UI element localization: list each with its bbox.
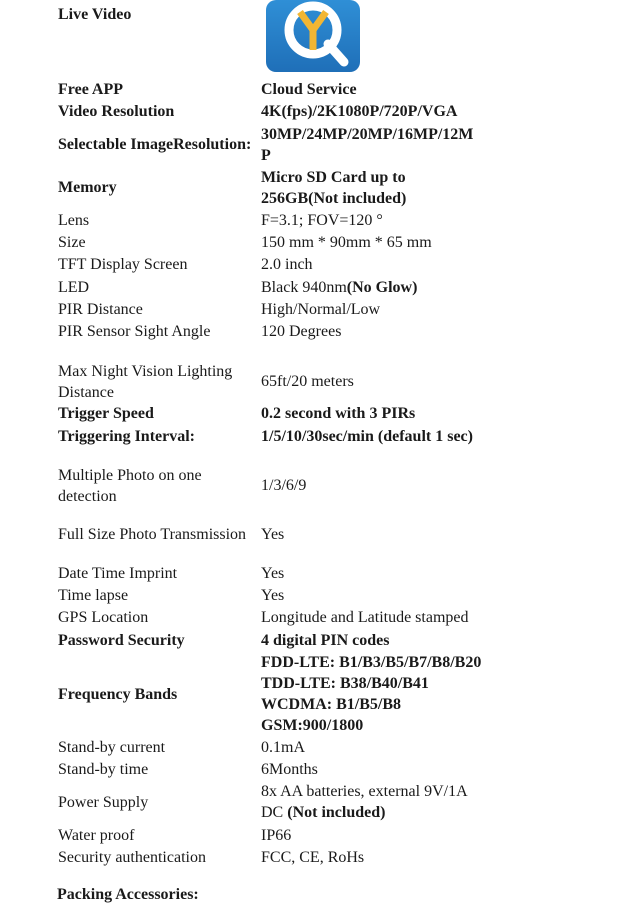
spec-label-led: LED bbox=[58, 279, 90, 296]
spec-value-multiple-photo: 1/3/6/9 bbox=[261, 477, 307, 494]
yq-app-logo bbox=[266, 0, 360, 72]
spec-value-bold-suffix: (Not included) bbox=[287, 804, 386, 821]
spec-value-line: FDD-LTE: B1/B3/B5/B7/B8/B20 bbox=[261, 654, 482, 671]
spec-value-tft-display: 2.0 inch bbox=[261, 256, 313, 273]
spec-label-frequency-bands: Frequency Bands bbox=[58, 686, 178, 703]
spec-value-memory bbox=[261, 167, 501, 209]
spec-label-lens: Lens bbox=[58, 212, 90, 229]
spec-value-text: Black 940nm bbox=[261, 279, 347, 296]
spec-value-standby-current: 0.1mA bbox=[261, 739, 305, 756]
spec-label-free-app: Free APP bbox=[58, 81, 124, 98]
spec-value-lens: F=3.1; FOV=120 ° bbox=[261, 212, 383, 229]
spec-value-bold-suffix: (No Glow) bbox=[346, 279, 418, 296]
spec-value-line: 8x AA batteries, external 9V/1A bbox=[261, 783, 468, 800]
packing-accessories-heading: Packing Accessories: bbox=[57, 886, 199, 903]
spec-value-time-lapse: Yes bbox=[261, 587, 285, 604]
spec-value-led bbox=[261, 277, 501, 298]
spec-value-power-supply bbox=[261, 781, 561, 823]
spec-label-gps: GPS Location bbox=[58, 609, 149, 626]
spec-label-security-auth: Security authentication bbox=[58, 849, 206, 866]
spec-value-standby-time: 6Months bbox=[261, 761, 318, 778]
spec-value-pir-angle: 120 Degrees bbox=[261, 323, 342, 340]
spec-value-full-size-photo: Yes bbox=[261, 526, 285, 543]
spec-value-security-auth: FCC, CE, RoHs bbox=[261, 849, 365, 866]
spec-value-password: 4 digital PIN codes bbox=[261, 632, 390, 649]
spec-label-pir-angle: PIR Sensor Sight Angle bbox=[58, 323, 211, 340]
spec-label-standby-time: Stand-by time bbox=[58, 761, 149, 778]
spec-label-water-proof: Water proof bbox=[58, 827, 135, 844]
spec-label-video-resolution: Video Resolution bbox=[58, 103, 175, 120]
spec-value-date-time: Yes bbox=[261, 565, 285, 582]
spec-value-water-proof: IP66 bbox=[261, 827, 292, 844]
spec-value-line: 30MP/24MP/20MP/16MP/12M bbox=[261, 126, 474, 143]
spec-label-line: Multiple Photo on one bbox=[58, 467, 202, 484]
spec-label-trigger-speed: Trigger Speed bbox=[58, 405, 154, 422]
spec-label-size: Size bbox=[58, 234, 86, 251]
spec-value-gps: Longitude and Latitude stamped bbox=[261, 609, 469, 626]
spec-value-line: DC bbox=[261, 804, 288, 821]
spec-value-size: 150 mm * 90mm * 65 mm bbox=[261, 234, 432, 251]
spec-value-free-app: Cloud Service bbox=[261, 81, 357, 98]
spec-value-pir-distance: High/Normal/Low bbox=[261, 301, 381, 318]
spec-label-multiple-photo bbox=[58, 465, 258, 507]
spec-label-date-time: Date Time Imprint bbox=[58, 565, 178, 582]
spec-value-video-resolution: 4K(fps)/2K1080P/720P/VGA bbox=[261, 103, 458, 120]
yq-logo-icon bbox=[266, 0, 360, 72]
spec-value-line: TDD-LTE: B38/B40/B41 bbox=[261, 675, 429, 692]
spec-label-line: Distance bbox=[58, 384, 114, 401]
spec-label-image-resolution: Selectable ImageResolution: bbox=[58, 136, 252, 153]
live-video-heading: Live Video bbox=[58, 6, 132, 23]
spec-value-frequency-bands bbox=[261, 652, 561, 736]
spec-label-line: detection bbox=[58, 488, 117, 505]
spec-label-time-lapse: Time lapse bbox=[58, 587, 129, 604]
spec-value-night-vision: 65ft/20 meters bbox=[261, 373, 354, 390]
spec-value-line: GSM:900/1800 bbox=[261, 717, 364, 734]
spec-value-trigger-interval: 1/5/10/30sec/min (default 1 sec) bbox=[261, 428, 473, 445]
spec-value-line: Micro SD Card up to bbox=[261, 169, 406, 186]
spec-label-line: Max Night Vision Lighting bbox=[58, 363, 233, 380]
spec-label-pir-distance: PIR Distance bbox=[58, 301, 143, 318]
spec-value-line: P bbox=[261, 147, 271, 164]
spec-label-tft-display: TFT Display Screen bbox=[58, 256, 188, 273]
spec-label-memory: Memory bbox=[58, 179, 117, 196]
spec-label-full-size-photo: Full Size Photo Transmission bbox=[58, 526, 247, 543]
spec-value-line: 256GB(Not included) bbox=[261, 190, 407, 207]
spec-label-standby-current: Stand-by current bbox=[58, 739, 166, 756]
spec-label-password: Password Security bbox=[58, 632, 185, 649]
spec-value-trigger-speed: 0.2 second with 3 PIRs bbox=[261, 405, 416, 422]
spec-label-night-vision bbox=[58, 361, 258, 403]
spec-value-image-resolution bbox=[261, 124, 501, 166]
spec-label-power-supply: Power Supply bbox=[58, 794, 149, 811]
spec-value-line: WCDMA: B1/B5/B8 bbox=[261, 696, 401, 713]
spec-label-trigger-interval: Triggering Interval: bbox=[58, 428, 196, 445]
